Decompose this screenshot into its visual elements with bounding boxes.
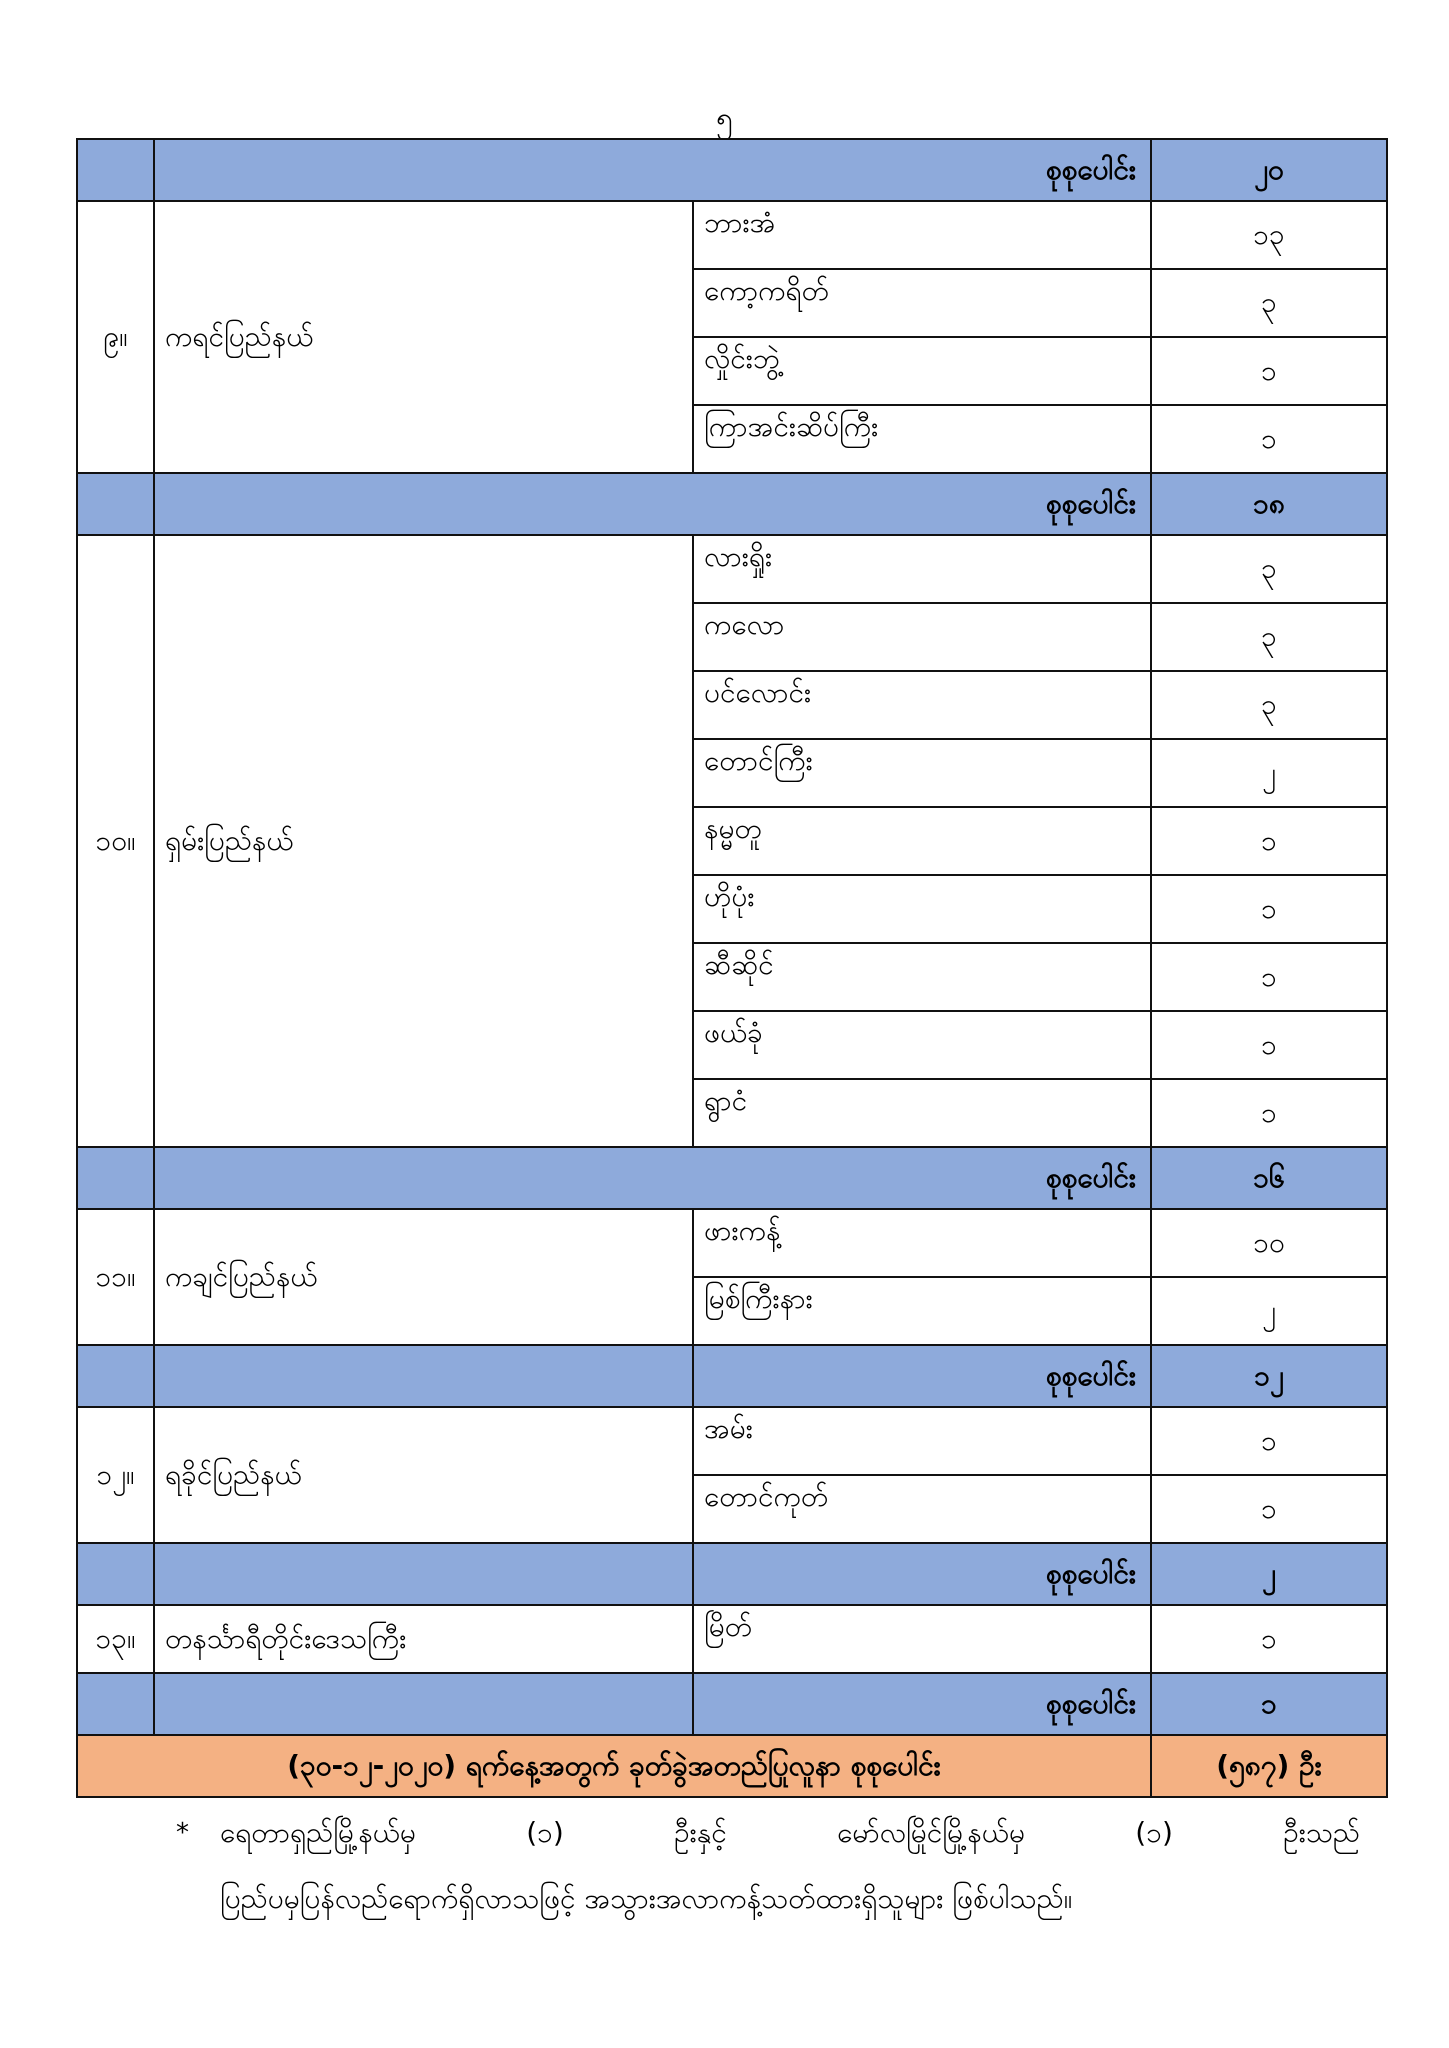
district-count: ၁: [1151, 1475, 1387, 1543]
district-name: ကလော: [693, 603, 1151, 671]
district-name: ပင်လောင်း: [693, 671, 1151, 739]
subtotal-label: စုစုပေါင်း: [693, 1673, 1151, 1735]
footnote-part: ရေတာရှည်မြို့နယ်မှ: [220, 1816, 416, 1849]
region-index: ၁၃။: [77, 1605, 154, 1673]
empty-cell: [154, 1673, 693, 1735]
district-count: ၁: [1151, 1011, 1387, 1079]
empty-cell: [77, 1345, 154, 1407]
subtotal-value: ၁: [1151, 1673, 1387, 1735]
subtotal-label: စုစုပေါင်း: [693, 1543, 1151, 1605]
district-name: ဘားအံ: [693, 201, 1151, 269]
region-name: ရခိုင်ပြည်နယ်: [154, 1407, 693, 1543]
region-index: ၁၂။: [77, 1407, 154, 1543]
table-row: [77, 201, 1387, 269]
page-number: ၅: [716, 101, 733, 136]
region-name: ရှမ်းပြည်နယ်: [154, 535, 693, 1147]
subtotal-value: ၁၆: [1151, 1147, 1387, 1209]
subtotal-row: [77, 1673, 1387, 1735]
empty-cell: [77, 473, 154, 535]
footnote-part: ဦးနှင့်: [674, 1816, 727, 1849]
district-count: ၁၀: [1151, 1209, 1387, 1277]
footnote-part: (၁): [526, 1816, 564, 1849]
case-table: [76, 138, 1388, 1798]
district-name: လှိုင်းဘွဲ့: [693, 337, 1151, 405]
district-name: မြိတ်: [693, 1605, 1151, 1673]
grand-total-value: (၅၈၇) ဦး: [1151, 1735, 1387, 1797]
district-name: ဖယ်ခုံ: [693, 1011, 1151, 1079]
subtotal-value: ၁၈: [1151, 473, 1387, 535]
district-name: တောင်ကုတ်: [693, 1475, 1151, 1543]
district-count: ၁: [1151, 1605, 1387, 1673]
district-name: ဟိုပုံး: [693, 875, 1151, 943]
district-count: ၁: [1151, 337, 1387, 405]
district-count: ၂: [1151, 739, 1387, 807]
district-name: ဆီဆိုင်: [693, 943, 1151, 1011]
table-row: [77, 1605, 1387, 1673]
region-index: ၁၁။: [77, 1209, 154, 1345]
subtotal-value: ၁၂: [1151, 1345, 1387, 1407]
empty-cell: [77, 139, 154, 201]
footnote: [170, 1800, 1360, 1932]
empty-cell: [77, 1543, 154, 1605]
region-index: ၁၀။: [77, 535, 154, 1147]
footnote-part: ဦးသည်: [1283, 1816, 1360, 1849]
table-row: [77, 1407, 1387, 1475]
district-name: ရွာငံ: [693, 1079, 1151, 1147]
subtotal-row: [77, 1543, 1387, 1605]
empty-cell: [77, 1673, 154, 1735]
footnote-part: မော်လမြိုင်မြို့နယ်မှ: [837, 1816, 1025, 1849]
district-name: ဖားကန့်: [693, 1209, 1151, 1277]
footnote-part: (၁): [1135, 1816, 1173, 1849]
empty-cell: [154, 1543, 693, 1605]
subtotal-row: [77, 1147, 1387, 1209]
footnote-line-1: [220, 1800, 1360, 1866]
district-count: ၃: [1151, 535, 1387, 603]
table-row: [77, 1209, 1387, 1277]
asterisk-marker: *: [176, 1818, 189, 1848]
empty-cell: [154, 1345, 693, 1407]
district-count: ၁၃: [1151, 201, 1387, 269]
district-count: ၁: [1151, 1407, 1387, 1475]
district-name: အမ်း: [693, 1407, 1151, 1475]
region-name: ကရင်ပြည်နယ်: [154, 201, 693, 473]
district-count: ၁: [1151, 1079, 1387, 1147]
district-count: ၁: [1151, 943, 1387, 1011]
subtotal-value: ၂၀: [1151, 139, 1387, 201]
district-name: တောင်ကြီး: [693, 739, 1151, 807]
subtotal-label: စုစုပေါင်း: [154, 139, 1151, 201]
subtotal-label: စုစုပေါင်း: [693, 1345, 1151, 1407]
district-count: ၁: [1151, 405, 1387, 473]
district-count: ၃: [1151, 269, 1387, 337]
district-name: နမ္မတူ: [693, 807, 1151, 875]
region-name: ကချင်ပြည်နယ်: [154, 1209, 693, 1345]
subtotal-label: စုစုပေါင်း: [154, 473, 1151, 535]
district-count: ၃: [1151, 603, 1387, 671]
subtotal-row: [77, 139, 1387, 201]
footnote-line-2: ပြည်ပမှပြန်လည်ရောက်ရှိလာသဖြင့် အသွားအလာကန့်သတ်ထားရှိသူများ ဖြစ်ပါသည်။: [220, 1882, 1073, 1915]
district-name: လားရှိုး: [693, 535, 1151, 603]
district-count: ၂: [1151, 1277, 1387, 1345]
grand-total-row: [77, 1735, 1387, 1797]
subtotal-label: စုစုပေါင်း: [154, 1147, 1151, 1209]
district-count: ၁: [1151, 807, 1387, 875]
grand-total-label: (၃၀-၁၂-၂၀၂၀) ရက်နေ့အတွက် ခုတ်ခွဲအတည်ပြုလူနာ စုစုပေါင်း: [77, 1735, 1151, 1797]
district-count: ၁: [1151, 875, 1387, 943]
district-count: ၃: [1151, 671, 1387, 739]
district-name: ကြာအင်းဆိပ်ကြီး: [693, 405, 1151, 473]
empty-cell: [77, 1147, 154, 1209]
region-name: တနင်္သာရီတိုင်းဒေသကြီး: [154, 1605, 693, 1673]
subtotal-row: [77, 473, 1387, 535]
subtotal-row: [77, 1345, 1387, 1407]
subtotal-value: ၂: [1151, 1543, 1387, 1605]
district-name: ကော့ကရိတ်: [693, 269, 1151, 337]
region-index: ၉။: [77, 201, 154, 473]
table-row: [77, 535, 1387, 603]
district-name: မြစ်ကြီးနား: [693, 1277, 1151, 1345]
